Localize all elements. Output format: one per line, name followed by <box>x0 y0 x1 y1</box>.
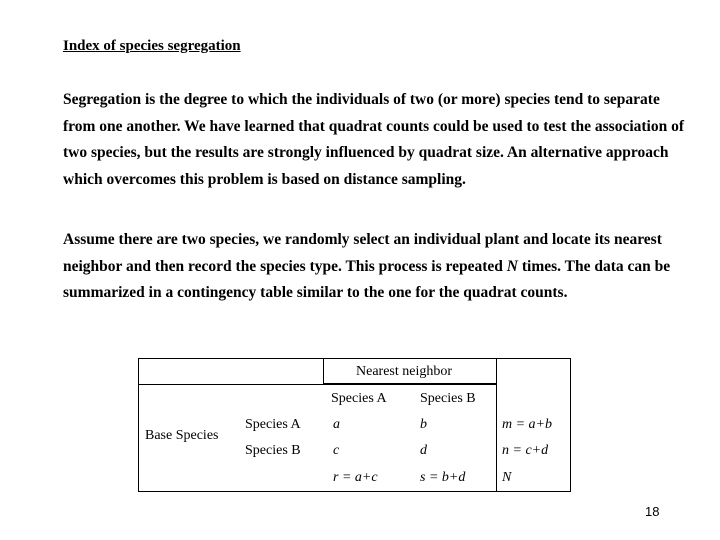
paragraph-nearest-neighbor-method <box>63 227 685 307</box>
cell-a: a <box>333 417 340 432</box>
row-header-species-b: Species B <box>245 443 301 458</box>
cell-b: b <box>420 417 427 432</box>
cell-n: n = c+d <box>502 443 549 458</box>
cell-m: m = a+b <box>502 417 553 432</box>
col-header-species-a: Species A <box>331 391 387 406</box>
row-group-base-species: Base Species <box>145 428 219 443</box>
header-nearest-neighbor: Nearest neighbor <box>356 364 453 379</box>
paragraph-segregation-definition: Segregation is the degree to which the individuals of two (or more) species tend to separate from one another. We have learned that quadrat counts could be used to test the association of two species, but the results are strongly influenced by quadrat size. An alternative approach which overcomes this problem is based on distance sampling. <box>63 91 685 188</box>
cell-d: d <box>420 443 427 458</box>
total-n: N <box>502 470 512 485</box>
paragraph-italic-n: N <box>506 257 518 275</box>
contingency-table <box>138 358 571 492</box>
paragraph-text-part: Assume there are two species, we randomly select an individual plant and locate its nearest neighbor and then record the species type. This process is repeated <box>63 231 662 275</box>
total-r: r = a+c <box>333 470 378 485</box>
total-s: s = b+d <box>420 470 466 485</box>
col-header-species-b: Species B <box>420 391 476 406</box>
page-number: 18 <box>645 504 660 519</box>
slide-title: Index of species segregation <box>63 38 241 54</box>
cell-c: c <box>333 443 340 458</box>
row-header-species-a: Species A <box>245 417 301 432</box>
paragraph-text-part: times. The data can be summarized in a contingency table similar to the one for the quadrat counts. <box>63 257 671 301</box>
